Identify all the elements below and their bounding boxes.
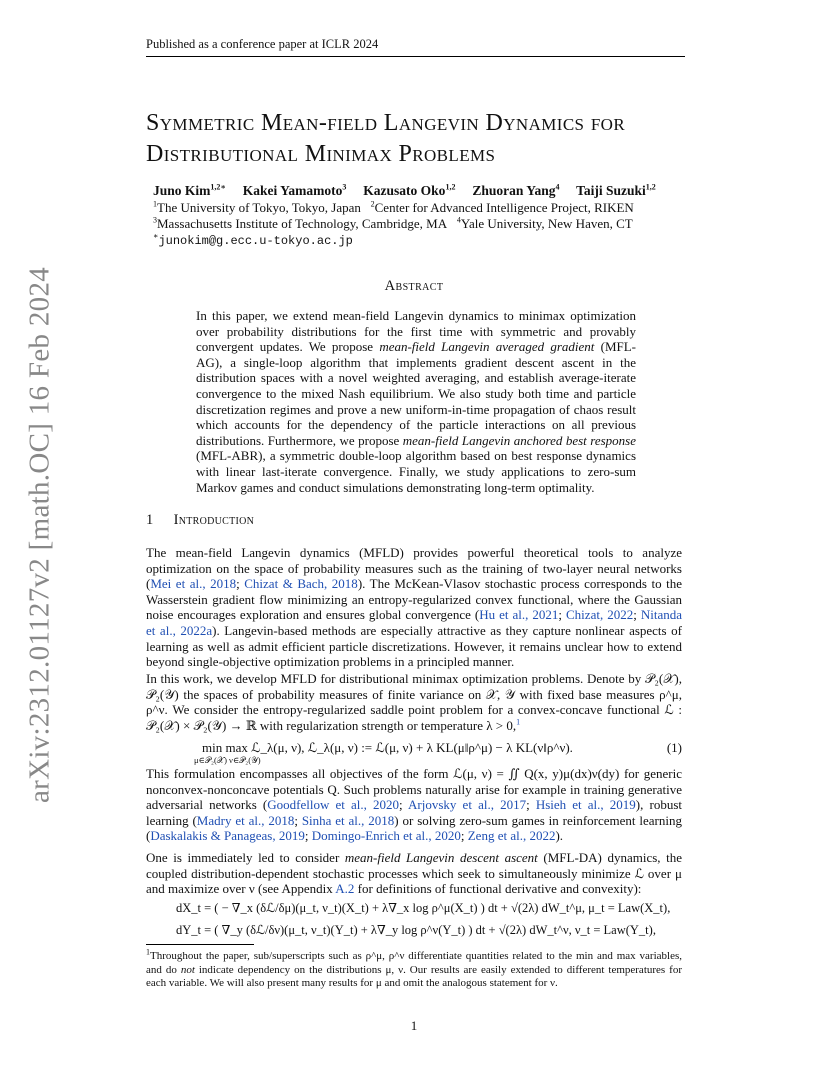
abstract-emphasis: mean-field Langevin averaged gradient (379, 339, 595, 355)
citation-link[interactable]: Hsieh et al., 2019 (535, 797, 636, 813)
email-link[interactable]: junokim@g.ecc.u-tokyo.ac.jp (158, 234, 353, 248)
equation-2-line-2: dY_t = ( ∇_y (δℒ/δν)(μ_t, ν_t)(Y_t) + λ∇_y log ρ^ν(Y_t) ) dt + √(2λ) dW_t^ν, ν_t = Law(Y_t), (176, 923, 656, 937)
aff-sup: 4 (456, 215, 461, 225)
author-sup: 1,2∗ (210, 182, 226, 192)
body-text: (MFL-DA) dynamics, the coupled distribution-dependent stochastic processes which seek to simultaneously minimize ℒ over μ and maximize over ν (see Appendix (146, 850, 683, 897)
abstract-heading: Abstract (384, 278, 444, 294)
paper-title (146, 108, 706, 170)
citation-link[interactable]: Zeng et al., 2022 (467, 828, 556, 844)
abstract-emphasis: mean-field Langevin anchored best response (402, 432, 636, 448)
intro-paragraph-3 (146, 766, 682, 844)
header-rule (146, 56, 685, 57)
footnote-text: indicate dependency on the distributions μ, ν. Our results are easily extended to different temperatures for each variable. We will also present many results for μ and omit the analogous statement for ν. (146, 963, 682, 990)
citation-link[interactable]: Daskalakis & Panageas, 2019 (150, 828, 305, 844)
equation-2-line-1: dX_t = ( − ∇_x (δℒ/δμ)(μ_t, ν_t)(X_t) + λ∇_x log ρ^μ(X_t) ) dt + √(2λ) dW_t^μ, μ_t = Law(X_t), (176, 901, 671, 915)
body-text: ), robust learning ( (146, 797, 683, 828)
separator: ; (399, 797, 409, 813)
affiliation: Massachusetts Institute of Technology, Cambridge, MA (157, 216, 448, 231)
section-number: 1 (146, 512, 154, 528)
affiliation-line-2 (153, 216, 633, 232)
aff-sup: 2 (370, 199, 375, 209)
author-name: Juno Kim (153, 183, 211, 198)
separator: ; (526, 797, 536, 813)
section-title: Introduction (173, 512, 255, 528)
author-name: Kazusato Oko (363, 183, 446, 198)
page-number: 1 (410, 1018, 418, 1033)
citation-link[interactable]: Sinha et al., 2018 (301, 812, 395, 828)
abstract-text: In this paper, we extend mean-field Langevin dynamics to minimax optimization over probability distributions for the first time with symmetric and provably convergent updates. We propose (196, 308, 636, 355)
intro-paragraph-1 (146, 545, 682, 670)
body-text: ). The McKean-Vlasov stochastic process corresponds to the Wasserstein gradient flow minimizing an entropy-regularized convex functional, where the Gaussian noise encourages exploration and ensures global convergence ( (146, 576, 682, 623)
citation-link[interactable]: Chizat, 2022 (566, 607, 634, 623)
body-text: The mean-field Langevin dynamics (MFLD) provides powerful theoretical tools to analyze optimization on the space of probability measures such as the training of two-layer neural networks ( (146, 545, 682, 592)
citation-link[interactable]: Domingo-Enrich et al., 2020 (311, 828, 461, 844)
author-sup: 4 (555, 182, 560, 192)
abstract-text: (MFL-ABR), a symmetric double-loop algorithm based on best response dynamics with linear last-iterate convergence. Finally, we study applications to zero-sum Markov games and conduct simulations demonstrating long-term optimality. (196, 448, 636, 495)
appendix-link[interactable]: A.2 (335, 881, 355, 897)
equation-2 (146, 900, 682, 938)
separator: ; (460, 828, 468, 844)
title-line-1: Symmetric Mean-field Langevin Dynamics for (146, 110, 626, 136)
separator: ; (294, 812, 302, 828)
footnote (146, 947, 682, 991)
separator: ; (304, 828, 312, 844)
author-name: Kakei Yamamoto (242, 183, 343, 198)
body-text: ). (555, 828, 564, 844)
section-heading (146, 512, 254, 529)
citation-link[interactable]: Nitanda et al., 2022a (146, 607, 682, 638)
body-text: This formulation encompasses all objectives of the form ℒ(μ, ν) = ∬ Q(x, y)μ(dx)ν(dy) for generic nonconvex-nonconcave potentials Q. Such problems naturally arise for example in training generative adversarial networks ( (146, 766, 682, 813)
author-sup: 1,2 (645, 182, 656, 192)
author-name: Taiji Suzuki (576, 183, 646, 198)
equation-1 (146, 740, 682, 766)
footnote-emphasis: not (180, 963, 195, 976)
aff-sup: 3 (153, 215, 157, 225)
affiliation-line-1 (153, 200, 634, 216)
equation-1-body: min max ℒ_λ(μ, ν), ℒ_λ(μ, ν) := ℒ(μ, ν) + λ KL(μ‖ρ^μ) − λ KL(ν‖ρ^ν). (202, 740, 573, 755)
citation-link[interactable]: Mei et al., 2018 (150, 576, 237, 592)
separator: ; (236, 576, 245, 592)
body-text: One is immediately led to consider (146, 850, 345, 865)
intro-paragraph-4 (146, 850, 682, 897)
author-sup: 3 (342, 182, 347, 192)
citation-link[interactable]: Hu et al., 2021 (479, 607, 559, 623)
separator: ; (633, 607, 641, 623)
body-text: for definitions of functional derivative and convexity): (354, 881, 642, 897)
body-text: ). Langevin-based methods are especially attractive as they capture nonlinear aspects of learning as well as admit efficient particle discretizations. However, it remains unclear how to extend beyond single-objective optimization problems in a principled manner. (146, 622, 682, 670)
aff-sup: 1 (153, 199, 157, 209)
footnote-link[interactable]: 1 (516, 717, 521, 727)
running-header: Published as a conference paper at ICLR 2024 (146, 37, 379, 51)
body-text: ) or solving zero-sum games in reinforcement learning ( (146, 812, 682, 844)
equation-1-number: (1) (666, 740, 682, 755)
abstract-text: (MFL-AG), a single-loop algorithm that implements gradient descent ascent in the distribution spaces with a novel weighted averaging, and establish average-iterate convergence to the mixed Nash equilibrium. We also study both time and particle discretization regimes and prove a new uniform-in-time propagation of chaos result which accounts for the dependency of the particle interactions on all previous distributions. Furthermore, we propose (196, 339, 637, 448)
citation-link[interactable]: Chizat & Bach, 2018 (244, 576, 358, 592)
affiliation: Yale University, New Haven, CT (460, 216, 633, 231)
body-emphasis: mean-field Langevin descent ascent (344, 850, 538, 865)
footnote-rule (146, 944, 254, 945)
arxiv-id: arXiv:2312.01127v2 [math.OC] 16 Feb 2024 (23, 266, 56, 804)
affiliation: Center for Advanced Intelligence Project, RIKEN (374, 200, 634, 215)
body-text: In this work, we develop MFLD for distributional minimax optimization problems. Denote by 𝒫₂(𝒳), 𝒫₂(𝒴) the spaces of probability measures of finite variance on 𝒳, 𝒴 with fixed base measures ρ^μ, ρ^ν. We consider the entropy-regularized saddle point problem for a convex-concave functional ℒ : 𝒫₂(𝒳) × 𝒫₂(𝒴) → ℝ with regularization strength or temperature λ > 0, (146, 671, 682, 733)
author-list (153, 183, 656, 199)
intro-paragraph-2 (146, 671, 682, 733)
abstract-body (196, 308, 636, 495)
footnote-mark: 1 (146, 947, 150, 957)
citation-link[interactable]: Madry et al., 2018 (196, 812, 295, 828)
footnote-text: Throughout the paper, sub/superscripts such as ρ^μ, ρ^ν differentiate quantities related to the min and max variables, and do (146, 950, 682, 976)
affiliation: The University of Tokyo, Tokyo, Japan (157, 200, 361, 215)
author-name: Zhuoran Yang (472, 183, 556, 198)
arxiv-watermark (20, 210, 60, 860)
email-sup: ∗ (153, 231, 159, 241)
citation-link[interactable]: Arjovsky et al., 2017 (408, 797, 527, 813)
separator: ; (558, 607, 567, 623)
citation-link[interactable]: Goodfellow et al., 2020 (267, 797, 400, 813)
affiliation-line-3 (153, 232, 353, 248)
equation-1-subscript: μ∈𝒫₂(𝒳) ν∈𝒫₂(𝒴) (194, 755, 261, 765)
author-sup: 1,2 (445, 182, 456, 192)
title-line-2: Distributional Minimax Problems (146, 141, 496, 167)
